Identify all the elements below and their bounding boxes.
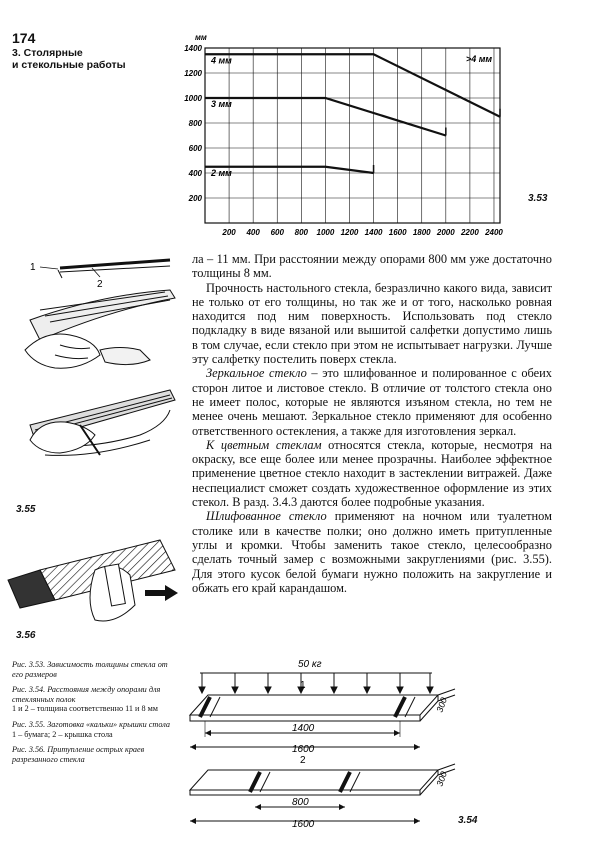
fig355-marker-1: 1	[30, 262, 36, 273]
term-mirror-glass: Зеркальное стекло	[206, 366, 307, 381]
fig354-load-arrows	[199, 673, 433, 693]
captions	[12, 660, 178, 770]
fig354-dim-800: 800	[292, 797, 309, 808]
y-tick-label: 200	[188, 194, 202, 203]
page-number: 174	[12, 30, 36, 46]
chart-3-53	[0, 0, 600, 250]
paragraph-5	[192, 509, 552, 595]
x-tick-label: 2200	[460, 228, 479, 237]
section-heading-line1: 3. Столярные	[12, 47, 83, 59]
x-tick-label: 1200	[340, 228, 359, 237]
x-tick-label: 600	[270, 228, 284, 237]
fig354-shelf-top	[190, 689, 455, 721]
caption-3-54: Рис. 3.54. Расстояния между опорами для стеклянных полок	[12, 685, 161, 704]
y-tick-label: 600	[188, 144, 202, 153]
y-tick-label: 400	[188, 169, 202, 178]
fig355-marker-2: 2	[97, 279, 103, 290]
caption-3-54-note: 1 и 2 – толщина соответственно 11 и 8 мм	[12, 704, 158, 714]
caption-3-56: Рис. 3.56. Притупление острых краев разрезанного стекла	[12, 745, 145, 764]
caption-3-55-note: 1 – бумага; 2 – крышка стола	[12, 729, 113, 739]
x-tick-label: 1600	[388, 228, 407, 237]
fig354-load: 50 кг	[298, 659, 322, 670]
body-text	[192, 252, 552, 595]
fig355-hand-bottom	[30, 390, 175, 455]
x-tick-label: 400	[246, 228, 260, 237]
figure-label-3-53: 3.53	[528, 193, 548, 204]
fig354-marker-2: 2	[300, 755, 306, 766]
section-heading-line2: и стекольные работы	[12, 59, 126, 71]
figure-label-3-54: 3.54	[458, 815, 478, 826]
term-colored-glass: К цветным стеклам	[206, 437, 322, 452]
figure-3-56	[0, 530, 190, 640]
x-tick-label: 1000	[316, 228, 335, 237]
series-label: 3 мм	[211, 99, 232, 109]
x-tick-label: 2000	[436, 228, 455, 237]
chart-grid	[205, 48, 500, 223]
y-tick-label: 1200	[184, 69, 202, 78]
fig354-dim-300-top: 300	[434, 696, 450, 714]
chart-series	[205, 54, 500, 173]
series-label: 4 мм	[211, 55, 232, 66]
paragraph-5-text: применяют на ночном или туалетном столике или в качестве полки; оно должно иметь притупленные углы и кромки. Чтобы заменить такое стекло, целесообразно сделать точный замер с возможными закруглениями (рис. 3.55). Для этого кусок белой бумаги нужно положить на закругление и обжать его край карандашом.	[192, 509, 552, 595]
chart-labels	[184, 33, 503, 237]
caption-3-55: Рис. 3.55. Заготовка «кальки» крышки стола	[12, 719, 171, 729]
paragraph-3	[192, 366, 552, 437]
caption-3-53: Рис. 3.53. Зависимость толщины стекла от его размеров	[12, 660, 168, 679]
figure-3-54	[180, 655, 460, 855]
paragraph-1: ла – 11 мм. При расстоянии между опорами 800 мм уже достаточно толщины 8 мм.	[192, 252, 552, 281]
x-tick-label: 1400	[364, 228, 383, 237]
fig354-dim-1600-top: 1600	[292, 744, 315, 755]
x-tick-label: 200	[222, 228, 236, 237]
x-tick-label: 1800	[412, 228, 431, 237]
annotation-gt-4mm: >4 мм	[466, 54, 493, 64]
fig355-hand-top	[25, 290, 175, 368]
y-tick-label: 800	[188, 119, 202, 128]
fig354-shelf-bottom	[190, 764, 455, 795]
term-ground-glass: Шлифованное стекло	[206, 509, 327, 524]
figure-label-3-55: 3.55	[16, 504, 36, 515]
fig354-dim-300-bottom: 300	[434, 770, 450, 788]
paragraph-4-text: относятся стекла, которые, несмотря на окраску, все еще более или менее прозрачны. Наиболее эффектное применение цветное стекло находит в застеклении витражей. Даже неспециалист сможет создать художественное оформление из этих стекол. В разд. 3.4.3 даются более подробные указания.	[192, 437, 552, 510]
x-tick-label: 800	[294, 228, 309, 237]
series-label: 2 мм	[211, 167, 232, 178]
paragraph-3-text: – это шлифованное и полированное с обеих сторон литое и листовое стекло. В отличие от толстого стекла оно не имеет полос, которые не являются изъяном стекла, но тем не менее очень мешают. Зеркальное стекло применяют для особенно ответственного остекления, а также для изготовления зеркал.	[192, 366, 552, 438]
y-tick-label: 1400	[184, 44, 202, 53]
x-tick-label: 2400	[485, 228, 503, 237]
chart-frame	[205, 48, 500, 223]
y-axis-unit: мм	[195, 33, 207, 42]
figure-3-55	[0, 250, 190, 530]
y-tick-label: 1000	[184, 94, 202, 103]
fig354-marker-1: 1	[300, 680, 306, 691]
figure-label-3-56: 3.56	[16, 630, 36, 641]
fig354-dim-1400: 1400	[292, 723, 315, 734]
paragraph-2: Прочность настольного стекла, безразлично какого вида, зависит не только от его толщины, но так же и от того, насколько ровная находится под ним поверхность. Использовать под стекло подкладку в виде вязаной или вышитой салфетки допустимо лишь в том случае, если стекло при этом не испытывает нагрузки. Лучше эту салфетку постелить поверх стекла.	[192, 280, 552, 367]
fig355-edge-detail	[40, 260, 170, 278]
fig354-dim-1600-bottom: 1600	[292, 819, 315, 830]
paragraph-4	[192, 438, 552, 509]
